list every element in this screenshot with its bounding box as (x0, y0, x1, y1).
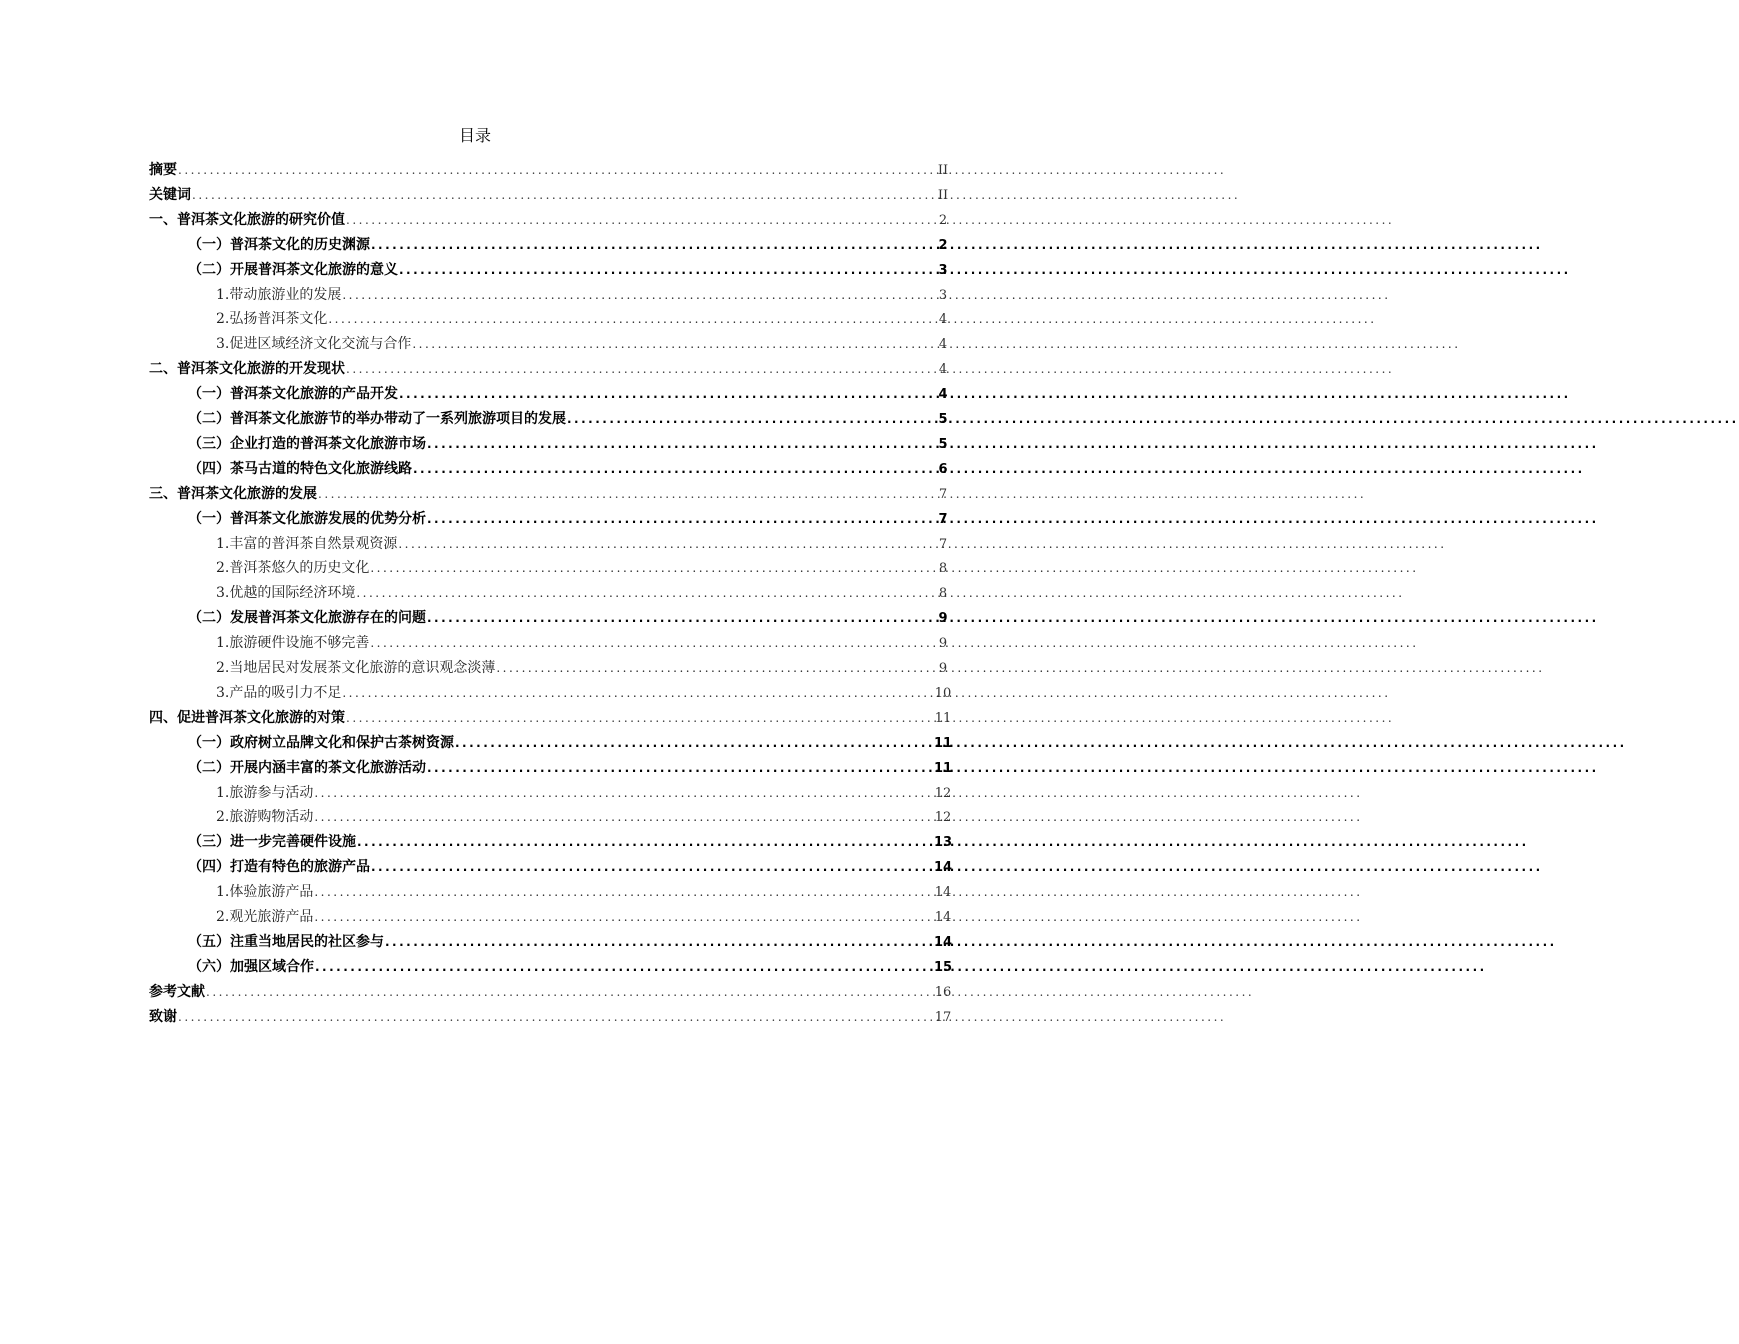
toc-entry-label: 摘要 (149, 162, 177, 178)
toc-page-number: 3 (938, 262, 948, 278)
toc-entry[interactable] (216, 781, 952, 806)
toc-entry-label: 参考文献 (149, 983, 205, 1000)
toc-page-number: 12 (934, 785, 952, 801)
toc-entry[interactable] (216, 581, 948, 606)
toc-entry-label: 一、普洱茶文化旅游的研究价值 (149, 211, 345, 228)
toc-entry-label: （六）加强区域合作 (188, 958, 314, 975)
toc-entry-label: （二）发展普洱茶文化旅游存在的问题 (188, 610, 426, 627)
toc-page-number: 9 (938, 611, 948, 627)
toc-dot-leader (342, 283, 1390, 308)
toc-dot-leader (427, 756, 1599, 781)
toc-entry-label: （五）注重当地居民的社区参与 (188, 933, 384, 950)
toc-entry[interactable] (188, 606, 948, 631)
toc-dot-leader (314, 781, 1362, 806)
toc-page-number: 6 (938, 461, 948, 477)
toc-entry[interactable] (188, 507, 948, 532)
toc-page-number: 5 (938, 436, 948, 452)
toc-entry[interactable] (188, 756, 953, 781)
toc-page-number: 5 (938, 412, 948, 427)
toc-page-number: 11 (934, 710, 952, 726)
toc-dot-leader (206, 980, 1254, 1005)
toc-entry[interactable] (149, 357, 948, 382)
toc-dot-leader (314, 905, 1362, 930)
toc-entry-label: （二）开展普洱茶文化旅游的意义 (188, 261, 398, 278)
toc-page-number: 8 (938, 586, 948, 602)
toc-dot-leader (356, 581, 1404, 606)
toc-entry[interactable] (216, 556, 948, 581)
toc-page-number: 14 (934, 885, 952, 901)
toc-page-number: 12 (934, 810, 952, 826)
toc-entry-label: 致谢 (149, 1008, 177, 1025)
toc-page-number: 14 (933, 934, 953, 950)
toc-dot-leader (399, 382, 1571, 407)
toc-page-number: 4 (938, 387, 948, 403)
toc-dot-leader (315, 955, 1487, 980)
toc-dot-leader (370, 631, 1418, 656)
toc-entry-label: 3.促进区域经济文化交流与合作 (216, 336, 412, 353)
toc-page-number: 7 (938, 486, 948, 502)
toc-page-number: II (937, 187, 949, 203)
toc-entry[interactable] (188, 955, 953, 980)
toc-dot-leader (567, 407, 1739, 432)
toc-page-number: 9 (938, 636, 948, 652)
toc-entry[interactable] (216, 332, 948, 357)
toc-entry-label: （二）开展内涵丰富的茶文化旅游活动 (188, 759, 426, 776)
toc-entry[interactable] (216, 532, 948, 557)
toc-page-number: II (937, 163, 949, 178)
toc-page-number: 4 (938, 337, 948, 353)
toc-page-number: 17 (934, 1009, 952, 1025)
toc-entry-label: 2.旅游购物活动 (216, 809, 314, 826)
toc-dot-leader (398, 532, 1446, 557)
toc-page-number: 11 (933, 760, 953, 776)
toc-page-number: 16 (934, 984, 952, 1000)
toc-entry[interactable] (149, 1005, 952, 1030)
toc-dot-leader (178, 1005, 1226, 1030)
toc-dot-leader (314, 880, 1362, 905)
toc-dot-leader (328, 307, 1376, 332)
toc-page-number: 7 (938, 536, 948, 552)
toc-entry[interactable] (149, 183, 949, 208)
toc-entry[interactable] (149, 706, 952, 731)
toc-dot-leader (178, 158, 1226, 183)
toc-entry-label: 二、普洱茶文化旅游的开发现状 (149, 361, 345, 378)
toc-entry-label: 四、促进普洱茶文化旅游的对策 (149, 709, 345, 726)
toc-page-number: 14 (933, 860, 953, 876)
toc-entry-label: （四）打造有特色的旅游产品 (188, 859, 370, 876)
toc-entry[interactable] (188, 457, 948, 482)
toc-entry[interactable] (188, 930, 953, 955)
toc-dot-leader (192, 183, 1240, 208)
toc-entry-label: （一）政府树立品牌文化和保护古茶树资源 (188, 734, 454, 751)
toc-entry-label: 1.旅游硬件设施不够完善 (216, 635, 370, 652)
toc-page-number: 2 (938, 237, 948, 253)
toc-entry[interactable] (188, 830, 953, 855)
toc-dot-leader (413, 457, 1585, 482)
toc-dot-leader (346, 706, 1394, 731)
toc-entry[interactable] (149, 208, 948, 233)
toc-page-number: 10 (934, 685, 952, 701)
toc-dot-leader (427, 507, 1599, 532)
toc-page-number: 4 (938, 362, 948, 378)
toc-dot-leader (346, 208, 1394, 233)
toc-dot-leader (455, 731, 1627, 756)
toc-entry[interactable] (216, 681, 952, 706)
toc-page-number: 2 (938, 212, 948, 228)
toc-entry[interactable] (149, 980, 952, 1005)
toc-entry-label: 1.丰富的普洱茶自然景观资源 (216, 535, 398, 552)
toc-entry-label: 三、普洱茶文化旅游的发展 (149, 485, 317, 502)
toc-entry-label: （二）普洱茶文化旅游节的举办带动了一系列旅游项目的发展 (188, 411, 566, 427)
toc-page-number: 13 (933, 835, 953, 851)
toc-entry-label: 1.旅游参与活动 (216, 784, 314, 801)
toc-entry[interactable] (149, 482, 948, 507)
toc-dot-leader (314, 805, 1362, 830)
toc-entry-label: （一）普洱茶文化旅游发展的优势分析 (188, 510, 426, 527)
toc-entry[interactable] (149, 158, 949, 183)
toc-entry-label: 2.观光旅游产品 (216, 909, 314, 925)
toc-entry-label: （三）进一步完善硬件设施 (188, 834, 356, 851)
toc-entry-label: （四）茶马古道的特色文化旅游线路 (188, 460, 412, 477)
toc-entry-label: 2.当地居民对发展茶文化旅游的意识观念淡薄 (216, 660, 496, 676)
toc-dot-leader (370, 556, 1418, 581)
toc-entry[interactable] (188, 407, 948, 432)
toc-entry[interactable] (188, 233, 948, 258)
toc-page-number: 15 (933, 959, 953, 975)
toc-dot-leader (346, 357, 1394, 382)
toc-page-number: 11 (933, 735, 953, 751)
toc-dot-leader (385, 930, 1557, 955)
toc-page-number: 7 (938, 511, 948, 527)
toc-entry-label: 1.体验旅游产品 (216, 884, 314, 901)
toc-entry[interactable] (216, 283, 948, 308)
toc-entry[interactable] (188, 258, 948, 283)
toc-entry-label: 2.弘扬普洱茶文化 (216, 311, 328, 328)
toc-entry[interactable] (216, 805, 952, 830)
toc-page-number: 14 (934, 910, 952, 925)
toc-entry-label: 3.优越的国际经济环境 (216, 585, 356, 602)
toc-entry[interactable] (216, 307, 948, 332)
toc-dot-leader (427, 432, 1599, 457)
toc-title: 目录 (458, 126, 491, 145)
toc-entry-label: （一）普洱茶文化的历史渊源 (188, 236, 370, 253)
toc-entry-label: （三）企业打造的普洱茶文化旅游市场 (188, 435, 426, 452)
toc-entry[interactable] (188, 855, 953, 880)
toc-entry[interactable] (216, 656, 948, 681)
toc-entry-label: 关键词 (149, 186, 191, 203)
toc-entry[interactable] (188, 731, 953, 756)
toc-entry-label: 1.带动旅游业的发展 (216, 286, 342, 303)
toc-page-number: 9 (938, 661, 948, 676)
toc-entry-label: （一）普洱茶文化旅游的产品开发 (188, 386, 398, 403)
toc-entry[interactable] (216, 880, 952, 905)
toc-dot-leader (342, 681, 1390, 706)
toc-dot-leader (427, 606, 1599, 631)
toc-page-number: 4 (938, 312, 948, 328)
toc-dot-leader (496, 656, 1544, 681)
toc-entry[interactable] (216, 631, 948, 656)
toc-entry-label: 2.普洱茶悠久的历史文化 (216, 560, 370, 577)
toc-entry[interactable] (188, 382, 948, 407)
toc-entry[interactable] (188, 432, 948, 457)
toc-dot-leader (318, 482, 1366, 507)
toc-entry[interactable] (216, 905, 952, 930)
toc-page-number: 8 (938, 561, 948, 577)
toc-dot-leader (399, 258, 1571, 283)
toc-entry-label: 3.产品的吸引力不足 (216, 684, 342, 701)
toc-page-number: 3 (938, 287, 948, 303)
